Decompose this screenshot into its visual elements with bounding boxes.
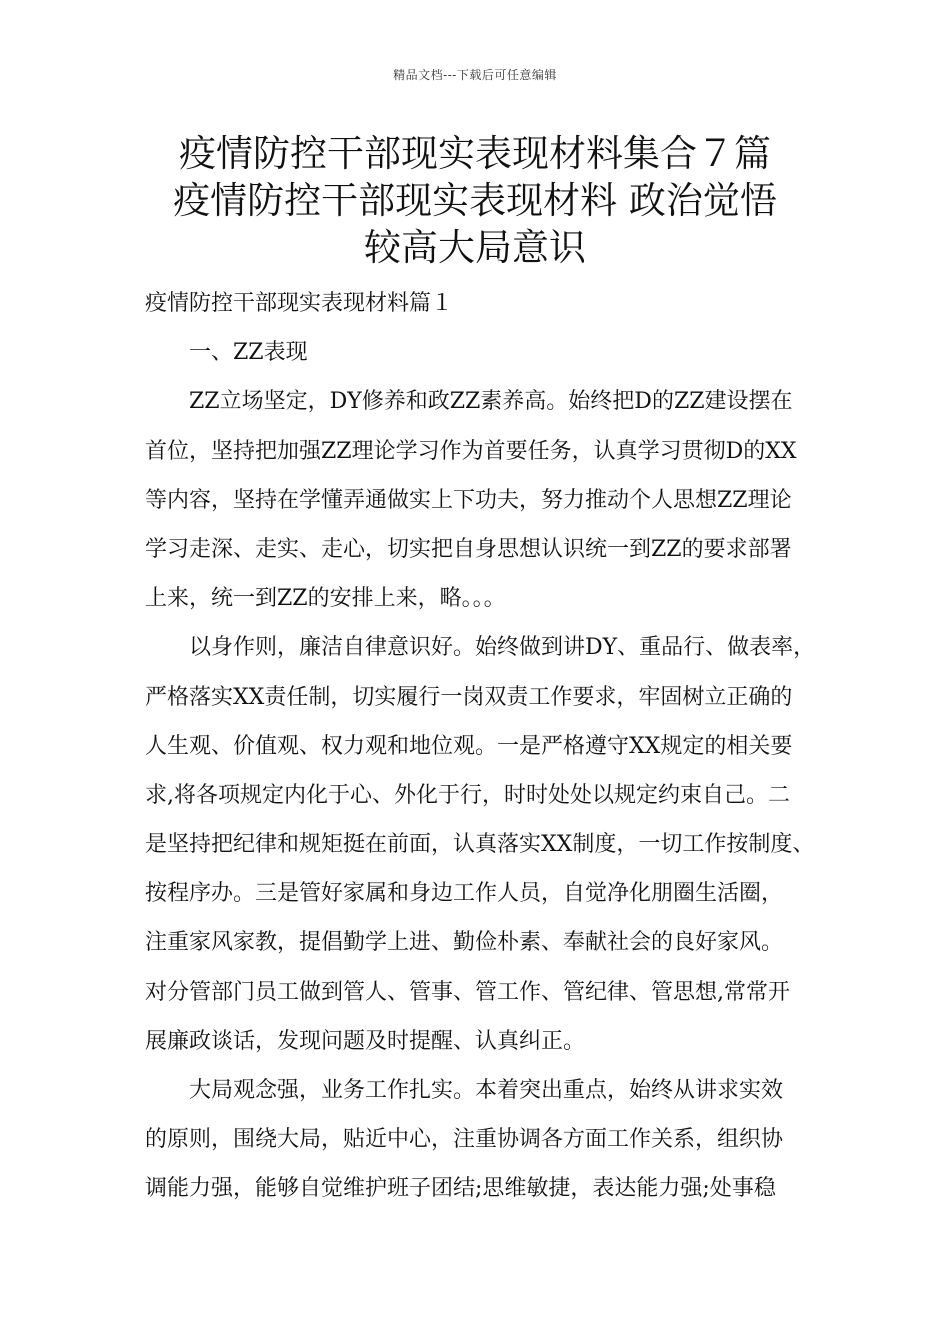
paragraph-line: 等内容，坚持在学懂弄通做实上下功夫，努力推动个人思想ZZ理论 [145,487,792,513]
paragraph-line: 的原则，围绕大局，贴近中心，注重协调各方面工作关系，组织协 [145,1127,784,1153]
heading-politics: 一、ZZ表现 [189,340,308,366]
paragraph-political-stance [145,384,825,630]
paragraph-line: 以身作则，廉洁自律意识好。始终做到讲DY、重品行、做表率， [189,635,816,661]
paragraph-line: 调能力强，能够自觉维护班子团结;思维敏捷，表达能力强;处事稳 [145,1176,776,1202]
paragraph-line: 上来，统一到ZZ的安排上来，略。。。 [145,586,506,612]
paragraph-line: 大局观念强，业务工作扎实。本着突出重点，始终从讲求实效 [189,1078,784,1103]
paragraph-line: 展廉政谈话，发现问题及时提醒、认真纠正。 [145,1028,586,1054]
section-title: 疫情防控干部现实表现材料篇１ [145,291,454,316]
paragraph-line: 是坚持把纪律和规矩挺在前面，认真落实XX制度，一切工作按制度、 [145,832,815,858]
paragraph-line: 求,将各项规定内化于心、外化于行，时时处处以规定约束自己。二 [145,782,790,808]
paragraph-line: 首位，坚持把加强ZZ理论学习作为首要任务，认真学习贯彻D的XX [145,438,797,464]
paragraph-line: 按程序办。三是管好家属和身边工作人员，自觉净化朋圈生活圈， [145,881,784,907]
paragraph-line: ZZ立场坚定，DY修养和政ZZ素养高。始终把D的ZZ建设摆在 [189,389,793,415]
header-note: 精品文档---下载后可任意编辑 [393,68,557,82]
document-body [145,286,825,1221]
title-line-1: 疫情防控干部现实表现材料集合７篇 [179,132,771,175]
title-line-3: 较高大局意识 [364,226,586,269]
paragraph-line: 对分管部门员工做到管人、管事、管工作、管纪律、管思想,常常开 [145,979,790,1005]
paragraph-integrity [145,630,825,1073]
paragraph-line: 严格落实XX责任制，切实履行一岗双责工作要求，牢固树立正确的 [145,684,793,710]
paragraph-line: 注重家风家教，提倡勤学上进、勤俭朴素、奉献社会的良好家风。 [145,930,784,956]
paragraph-line: 学习走深、走实、走心，切实把自身思想认识统一到ZZ的要求部署 [145,536,792,562]
document-title [95,130,855,271]
paragraph-line: 人生观、价值观、权力观和地位观。一是严格遵守XX规定的相关要 [145,733,793,759]
paragraph-overall-view [145,1073,825,1221]
title-line-2: 疫情防控干部现实表现材料 政治觉悟 [173,179,777,222]
